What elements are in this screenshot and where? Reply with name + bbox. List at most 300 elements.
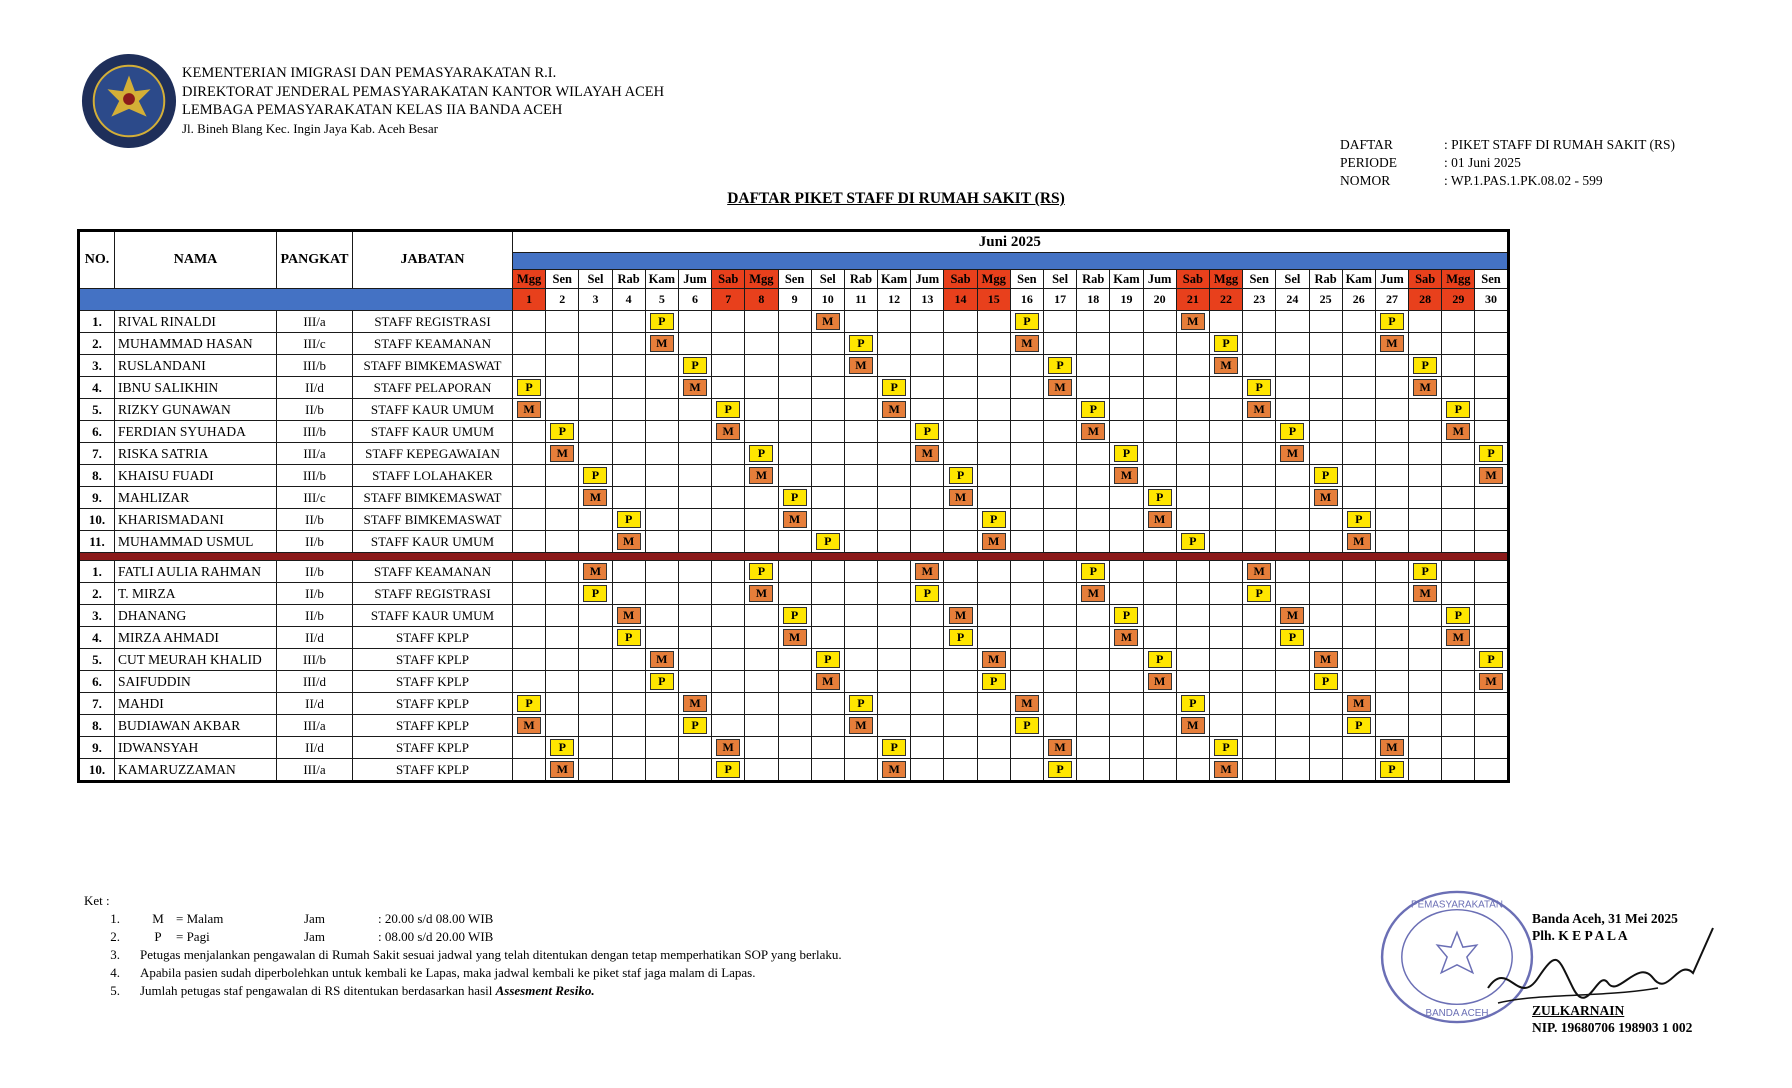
schedule-cell (1077, 759, 1110, 782)
day-number: 9 (778, 289, 811, 311)
schedule-cell (1309, 715, 1342, 737)
malam-shift-mark: M (1479, 467, 1503, 484)
staff-rank: III/c (277, 487, 353, 509)
schedule-cell (844, 671, 877, 693)
day-name: Jum (678, 270, 711, 289)
schedule-cell (1276, 487, 1309, 509)
schedule-cell (1044, 487, 1077, 509)
schedule-cell (844, 693, 877, 715)
table-row (79, 737, 1509, 759)
schedule-cell (645, 509, 678, 531)
pagi-shift-mark: P (650, 313, 674, 330)
schedule-cell (1409, 561, 1442, 583)
schedule-cell (1409, 311, 1442, 333)
schedule-cell (844, 443, 877, 465)
staff-position: STAFF BIMKEMASWAT (353, 487, 513, 509)
schedule-cell (1243, 737, 1276, 759)
schedule-cell (745, 333, 778, 355)
schedule-cell (645, 531, 678, 553)
schedule-cell (878, 443, 911, 465)
staff-position: STAFF KPLP (353, 671, 513, 693)
day-name: Sel (579, 270, 612, 289)
day-name: Rab (612, 270, 645, 289)
schedule-cell (678, 509, 711, 531)
schedule-cell (944, 715, 977, 737)
schedule-cell (977, 583, 1010, 605)
schedule-cell (1110, 737, 1143, 759)
schedule-cell (944, 377, 977, 399)
schedule-cell (1276, 737, 1309, 759)
day-number: 24 (1276, 289, 1309, 311)
row-number: 6. (79, 421, 115, 443)
schedule-cell (1209, 759, 1242, 782)
table-row (79, 421, 1509, 443)
schedule-cell (678, 649, 711, 671)
staff-position: STAFF LOLAHAKER (353, 465, 513, 487)
pagi-shift-mark: P (1446, 607, 1470, 624)
schedule-cell (844, 561, 877, 583)
schedule-cell (612, 311, 645, 333)
malam-shift-mark: M (816, 673, 840, 690)
schedule-cell (1409, 443, 1442, 465)
schedule-cell (1342, 531, 1375, 553)
schedule-cell (546, 333, 579, 355)
schedule-cell (911, 377, 944, 399)
schedule-cell (1442, 583, 1475, 605)
pagi-shift-mark: P (1247, 379, 1271, 396)
schedule-cell (1442, 759, 1475, 782)
schedule-cell (712, 605, 745, 627)
day-name: Sel (811, 270, 844, 289)
schedule-cell (1409, 487, 1442, 509)
malam-shift-mark: M (550, 445, 574, 462)
schedule-cell (1143, 531, 1176, 553)
malam-shift-mark: M (783, 511, 807, 528)
schedule-cell (1010, 583, 1043, 605)
table-row (79, 531, 1509, 553)
schedule-cell (678, 715, 711, 737)
pagi-shift-mark: P (583, 585, 607, 602)
table-row (79, 671, 1509, 693)
schedule-cell (513, 649, 546, 671)
pagi-shift-mark: P (783, 607, 807, 624)
schedule-cell (579, 759, 612, 782)
table-row (79, 715, 1509, 737)
day-name: Sab (944, 270, 977, 289)
schedule-cell (712, 399, 745, 421)
schedule-cell (1143, 715, 1176, 737)
row-number: 8. (79, 715, 115, 737)
schedule-cell (977, 465, 1010, 487)
staff-name: RUSLANDANI (115, 355, 277, 377)
schedule-cell (1044, 561, 1077, 583)
schedule-cell (546, 561, 579, 583)
schedule-cell (1475, 737, 1508, 759)
malam-shift-mark: M (683, 379, 707, 396)
schedule-cell (1110, 671, 1143, 693)
pagi-shift-mark: P (683, 717, 707, 734)
schedule-cell (1342, 443, 1375, 465)
table-row (79, 355, 1509, 377)
schedule-cell (1077, 605, 1110, 627)
schedule-cell (1475, 649, 1508, 671)
schedule-cell (1375, 531, 1408, 553)
meta-value: : WP.1.PAS.1.PK.08.02 - 599 (1444, 173, 1603, 188)
malam-shift-mark: M (915, 563, 939, 580)
schedule-cell (811, 627, 844, 649)
staff-rank: II/b (277, 561, 353, 583)
schedule-cell (1077, 737, 1110, 759)
schedule-cell (778, 311, 811, 333)
schedule-cell (546, 693, 579, 715)
staff-position: STAFF KAUR UMUM (353, 399, 513, 421)
schedule-cell (878, 355, 911, 377)
schedule-cell (1077, 421, 1110, 443)
schedule-cell (1309, 421, 1342, 443)
header-nama: NAMA (115, 231, 277, 289)
malam-shift-mark: M (1479, 673, 1503, 690)
schedule-cell (977, 531, 1010, 553)
schedule-cell (546, 531, 579, 553)
schedule-cell (811, 487, 844, 509)
schedule-cell (1342, 737, 1375, 759)
staff-rank: III/c (277, 333, 353, 355)
malam-shift-mark: M (1413, 585, 1437, 602)
schedule-cell (778, 333, 811, 355)
schedule-cell (678, 377, 711, 399)
schedule-cell (579, 561, 612, 583)
schedule-cell (712, 671, 745, 693)
schedule-cell (1010, 671, 1043, 693)
schedule-cell (911, 399, 944, 421)
schedule-cell (844, 715, 877, 737)
day-name: Mgg (1442, 270, 1475, 289)
malam-shift-mark: M (1048, 739, 1072, 756)
schedule-cell (1044, 311, 1077, 333)
schedule-cell (811, 421, 844, 443)
schedule-cell (645, 627, 678, 649)
staff-position: STAFF REGISTRASI (353, 583, 513, 605)
schedule-cell (513, 377, 546, 399)
schedule-cell (911, 311, 944, 333)
schedule-cell (1276, 509, 1309, 531)
schedule-cell (844, 311, 877, 333)
schedule-cell (1209, 443, 1242, 465)
day-name: Kam (1110, 270, 1143, 289)
schedule-cell (1044, 531, 1077, 553)
schedule-cell (1409, 531, 1442, 553)
table-row (79, 605, 1509, 627)
schedule-cell (1442, 333, 1475, 355)
schedule-cell (944, 671, 977, 693)
schedule-cell (1243, 759, 1276, 782)
malam-shift-mark: M (915, 445, 939, 462)
malam-shift-mark: M (1148, 511, 1172, 528)
schedule-cell (811, 759, 844, 782)
schedule-cell (1209, 333, 1242, 355)
pagi-shift-mark: P (1048, 761, 1072, 778)
schedule-cell (1342, 627, 1375, 649)
staff-rank: III/a (277, 443, 353, 465)
schedule-cell (546, 421, 579, 443)
schedule-cell (1110, 333, 1143, 355)
schedule-cell (1143, 443, 1176, 465)
schedule-cell (1309, 693, 1342, 715)
schedule-cell (513, 583, 546, 605)
schedule-cell (1176, 759, 1209, 782)
schedule-cell (546, 311, 579, 333)
schedule-cell (513, 605, 546, 627)
staff-name: RISKA SATRIA (115, 443, 277, 465)
schedule-cell (1442, 649, 1475, 671)
schedule-cell (579, 671, 612, 693)
kementerian-logo (80, 52, 178, 150)
malam-shift-mark: M (617, 533, 641, 550)
schedule-cell (977, 443, 1010, 465)
schedule-cell (977, 649, 1010, 671)
schedule-cell (712, 311, 745, 333)
signature-block (1532, 910, 1692, 1036)
schedule-cell (1209, 421, 1242, 443)
schedule-cell (513, 509, 546, 531)
signature-role: Plh. K E P A L A (1532, 928, 1628, 943)
schedule-cell (1176, 737, 1209, 759)
schedule-cell (778, 487, 811, 509)
schedule-cell (678, 737, 711, 759)
schedule-cell (579, 443, 612, 465)
schedule-cell (944, 561, 977, 583)
pagi-shift-mark: P (1413, 563, 1437, 580)
schedule-cell (844, 509, 877, 531)
note-item: 5. Jumlah petugas staf pengawalan di RS ditentukan berdasarkan hasil Assesment Resiko. (110, 983, 595, 998)
schedule-cell (1176, 487, 1209, 509)
row-number: 11. (79, 531, 115, 553)
schedule-cell (811, 311, 844, 333)
header-pangkat: PANGKAT (277, 231, 353, 289)
schedule-cell (1276, 759, 1309, 782)
schedule-cell (977, 737, 1010, 759)
schedule-cell (1309, 627, 1342, 649)
schedule-cell (1375, 311, 1408, 333)
malam-shift-mark: M (1114, 629, 1138, 646)
schedule-cell (878, 671, 911, 693)
schedule-cell (1176, 333, 1209, 355)
schedule-cell (844, 583, 877, 605)
schedule-cell (1143, 737, 1176, 759)
day-number: 19 (1110, 289, 1143, 311)
schedule-cell (1209, 737, 1242, 759)
schedule-cell (878, 627, 911, 649)
schedule-cell (944, 737, 977, 759)
header-no: NO. (79, 231, 115, 289)
schedule-cell (878, 421, 911, 443)
schedule-cell (745, 399, 778, 421)
schedule-cell (778, 465, 811, 487)
schedule-cell (579, 377, 612, 399)
schedule-cell (1010, 487, 1043, 509)
schedule-cell (1409, 509, 1442, 531)
malam-shift-mark: M (882, 401, 906, 418)
schedule-cell (1010, 399, 1043, 421)
schedule-cell (712, 487, 745, 509)
day-number: 10 (811, 289, 844, 311)
schedule-cell (878, 509, 911, 531)
schedule-cell (1342, 759, 1375, 782)
schedule-cell (745, 487, 778, 509)
schedule-cell (612, 421, 645, 443)
pagi-shift-mark: P (1314, 673, 1338, 690)
schedule-cell (811, 355, 844, 377)
schedule-cell (977, 509, 1010, 531)
schedule-cell (778, 605, 811, 627)
schedule-cell (1209, 311, 1242, 333)
schedule-cell (1243, 399, 1276, 421)
schedule-cell (1044, 649, 1077, 671)
schedule-cell (1375, 421, 1408, 443)
legend-item: 1. M = Malam Jam : 20.00 s/d 08.00 WIB (110, 911, 494, 926)
staff-name: RIVAL RINALDI (115, 311, 277, 333)
staff-rank: III/b (277, 355, 353, 377)
schedule-cell (977, 715, 1010, 737)
staff-position: STAFF KEAMANAN (353, 333, 513, 355)
schedule-cell (944, 443, 977, 465)
schedule-cell (1442, 509, 1475, 531)
schedule-cell (1375, 605, 1408, 627)
pagi-shift-mark: P (1347, 717, 1371, 734)
staff-rank: III/a (277, 759, 353, 782)
schedule-cell (579, 737, 612, 759)
schedule-cell (944, 399, 977, 421)
schedule-cell (579, 421, 612, 443)
staff-position: STAFF REGISTRASI (353, 311, 513, 333)
schedule-cell (1442, 715, 1475, 737)
pagi-shift-mark: P (1148, 489, 1172, 506)
schedule-cell (1409, 737, 1442, 759)
schedule-cell (1176, 399, 1209, 421)
day-number: 18 (1077, 289, 1110, 311)
schedule-cell (645, 355, 678, 377)
schedule-cell (712, 443, 745, 465)
row-number: 2. (79, 333, 115, 355)
schedule-cell (1475, 627, 1508, 649)
schedule-cell (513, 399, 546, 421)
schedule-cell (1209, 509, 1242, 531)
schedule-cell (1342, 649, 1375, 671)
schedule-cell (612, 333, 645, 355)
schedule-cell (546, 487, 579, 509)
schedule-cell (513, 355, 546, 377)
pagi-shift-mark: P (1181, 533, 1205, 550)
schedule-cell (1309, 583, 1342, 605)
schedule-cell (1475, 443, 1508, 465)
day-number: 1 (513, 289, 546, 311)
schedule-cell (513, 421, 546, 443)
schedule-cell (1209, 715, 1242, 737)
schedule-cell (944, 605, 977, 627)
row-number: 10. (79, 509, 115, 531)
schedule-cell (878, 583, 911, 605)
schedule-cell (579, 693, 612, 715)
schedule-cell (977, 421, 1010, 443)
pagi-shift-mark: P (1347, 511, 1371, 528)
schedule-cell (1442, 561, 1475, 583)
schedule-cell (1475, 487, 1508, 509)
schedule-cell (844, 399, 877, 421)
schedule-cell (1209, 649, 1242, 671)
schedule-cell (612, 737, 645, 759)
schedule-cell (1342, 311, 1375, 333)
schedule-cell (1110, 561, 1143, 583)
schedule-cell (1243, 487, 1276, 509)
schedule-cell (1342, 715, 1375, 737)
day-number: 15 (977, 289, 1010, 311)
schedule-cell (944, 465, 977, 487)
day-name: Mgg (745, 270, 778, 289)
schedule-cell (778, 715, 811, 737)
pagi-shift-mark: P (1015, 717, 1039, 734)
pagi-shift-mark: P (650, 673, 674, 690)
schedule-cell (612, 671, 645, 693)
pagi-shift-mark: P (1280, 629, 1304, 646)
schedule-cell (678, 605, 711, 627)
pagi-shift-mark: P (749, 445, 773, 462)
malam-shift-mark: M (650, 335, 674, 352)
schedule-cell (1309, 465, 1342, 487)
schedule-cell (579, 465, 612, 487)
schedule-cell (1375, 509, 1408, 531)
schedule-cell (678, 561, 711, 583)
signatory-nip: NIP. 19680706 198903 1 002 (1532, 1020, 1693, 1035)
schedule-cell (1243, 333, 1276, 355)
schedule-cell (1176, 715, 1209, 737)
schedule-cell (1176, 583, 1209, 605)
schedule-cell (1342, 399, 1375, 421)
staff-name: KAMARUZZAMAN (115, 759, 277, 782)
staff-name: IDWANSYAH (115, 737, 277, 759)
schedule-cell (1375, 671, 1408, 693)
header-line: DIREKTORAT JENDERAL PEMASYARAKATAN KANTOR WILAYAH ACEH (182, 83, 665, 100)
schedule-cell (1243, 465, 1276, 487)
schedule-cell (944, 421, 977, 443)
schedule-cell (1143, 399, 1176, 421)
schedule-cell (712, 531, 745, 553)
meta-key: DAFTAR (1340, 137, 1393, 152)
pagi-shift-mark: P (716, 401, 740, 418)
staff-name: FATLI AULIA RAHMAN (115, 561, 277, 583)
schedule-cell (778, 627, 811, 649)
schedule-cell (1077, 649, 1110, 671)
day-name: Sab (1176, 270, 1209, 289)
pagi-shift-mark: P (849, 695, 873, 712)
schedule-cell (1276, 715, 1309, 737)
schedule-cell (1110, 531, 1143, 553)
schedule-cell (678, 421, 711, 443)
schedule-cell (1342, 561, 1375, 583)
schedule-cell (645, 561, 678, 583)
schedule-cell (844, 377, 877, 399)
schedule-cell (546, 671, 579, 693)
schedule-cell (712, 737, 745, 759)
schedule-cell (1209, 583, 1242, 605)
day-name: Sen (778, 270, 811, 289)
schedule-cell (1110, 693, 1143, 715)
schedule-cell (1276, 627, 1309, 649)
schedule-cell (878, 737, 911, 759)
schedule-cell (1143, 421, 1176, 443)
schedule-cell (513, 671, 546, 693)
staff-rank: III/d (277, 671, 353, 693)
header-band (79, 289, 513, 311)
